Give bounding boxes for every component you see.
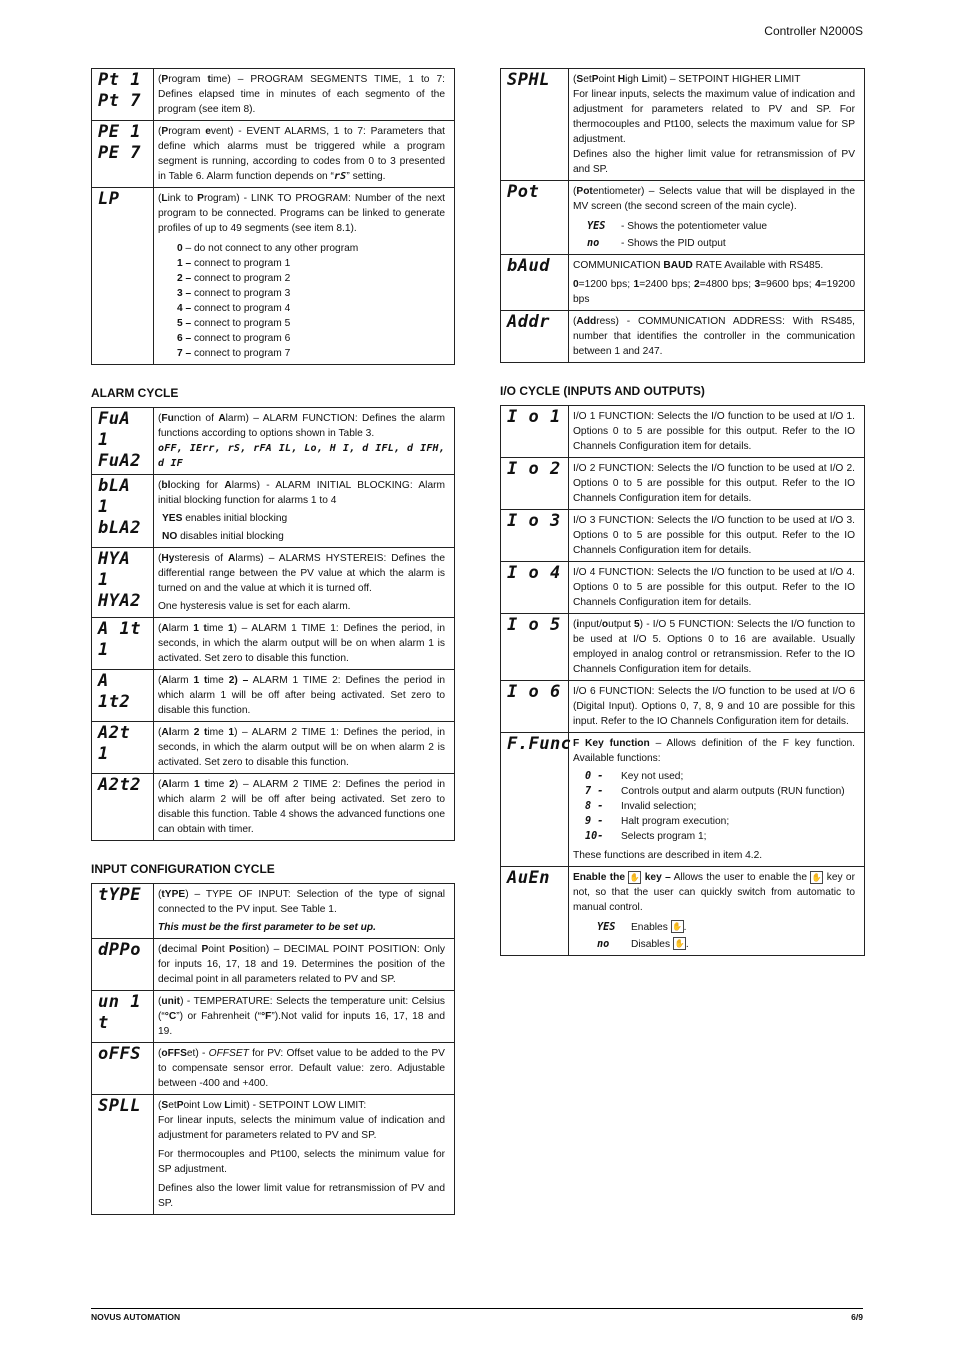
param-desc-pe: (Program event) - EVENT ALARMS, 1 to 7: Parameters that define which alarms must be triggered while a program segment is running, according to codes from 0 to 3 presented in Table 6. Alarm function depends on “rS” setting. xyxy=(154,121,455,188)
link-program-option: 7 – connect to program 7 xyxy=(177,348,291,359)
param-row-hya xyxy=(92,548,455,618)
io-parameters-table xyxy=(500,405,865,956)
f-key-function-options xyxy=(573,769,855,844)
f-key-option: 10- Selects program 1; xyxy=(585,831,707,842)
param-row-a1t1 xyxy=(92,618,455,670)
param-row-a2t1 xyxy=(92,722,455,774)
program-parameters-table xyxy=(91,68,455,365)
link-program-option: 2 – connect to program 2 xyxy=(177,273,291,284)
param-row-dppo xyxy=(92,939,455,991)
param-code-io3: I o 3 xyxy=(501,510,569,562)
section-title-alarm: ALARM CYCLE xyxy=(91,386,179,400)
link-program-option: 0 – do not connect to any other program xyxy=(177,243,359,254)
param-code-a2t1: A2t 1 xyxy=(92,722,154,774)
param-code-io1: I o 1 xyxy=(501,406,569,458)
param-row-spll xyxy=(92,1095,455,1215)
param-desc-addr: (Address) - COMMUNICATION ADDRESS: With RS485, number that identifies the controller in the communication between 1 and 247. xyxy=(569,311,865,363)
param-code-io6: I o 6 xyxy=(501,681,569,733)
baud-rate-option: 4=19200 bps xyxy=(573,279,856,305)
param-desc-unit: (unit) - TEMPERATURE: Selects the temperature unit: Celsius (“°C”) or Fahrenheit (“°F”).Not valid for inputs 16, 17, 18 and 19. xyxy=(154,991,455,1043)
param-code-dppo: dPPo xyxy=(92,939,154,991)
baud-rate-option: 0=1200 bps; xyxy=(573,279,634,290)
section-title-input: INPUT CONFIGURATION CYCLE xyxy=(91,862,275,876)
param-row-lp xyxy=(92,188,455,365)
param-code-type: tYPE xyxy=(92,884,154,939)
param-desc-ffunc: F Key function – Allows definition of the F key function. Available functions: 0 - Key not used; 7 - Controls output and alarm outputs (RUN function) 8 - Invalid selection; 9 - Halt program execution; 10- Selects program 1; These functions are described in item 4.2. xyxy=(569,733,865,867)
param-row-auen xyxy=(501,867,865,956)
alarm-parameters-table xyxy=(91,407,455,841)
document-header: Controller N2000S xyxy=(764,24,863,38)
param-row-a1t2 xyxy=(92,670,455,722)
footer-divider xyxy=(91,1308,863,1309)
f-key-option: 9 - Halt program execution; xyxy=(585,816,730,827)
f-key-option: 8 - Invalid selection; xyxy=(585,801,697,812)
param-code-pt: Pt 1 Pt 7 xyxy=(92,69,154,121)
param-row-io2 xyxy=(501,458,865,510)
link-program-option: 1 – connect to program 1 xyxy=(177,258,291,269)
param-row-unit xyxy=(92,991,455,1043)
right-column xyxy=(500,68,865,956)
footer-company: NOVUS AUTOMATION xyxy=(91,1312,181,1322)
param-desc-auen: Enable the ✋ key – Allows the user to enable the ✋ key or not, so that the user can quickly switch from automatic to manual control. YES Enables ✋ . no Disables ✋ . xyxy=(569,867,865,956)
param-code-spll: SPLL xyxy=(92,1095,154,1215)
param-row-a2t2 xyxy=(92,774,455,841)
param-desc-io4: I/O 4 FUNCTION: Selects the I/O function to be used at I/O 4. Options 0 to 5 are possible for this output. Refer to the IO Channels Configuration item for details. xyxy=(569,562,865,614)
param-desc-pt: (Program time) – PROGRAM SEGMENTS TIME, 1 to 7: Defines elapsed time in minutes of each segmento of the program (see item 8). xyxy=(154,69,455,121)
param-code-unit: un 1 t xyxy=(92,991,154,1043)
auto-manual-key-icon: ✋ xyxy=(674,939,685,948)
param-code-fua: FuA 1 FuA2 xyxy=(92,408,154,475)
param-desc-offs: (oFFSet) - OFFSET for PV: Offset value to be added to the PV to compensate sensor error. Default value: zero. Adjustable between -400 and +400. xyxy=(154,1043,455,1095)
param-row-type xyxy=(92,884,455,939)
f-key-option: 0 - Key not used; xyxy=(585,771,684,782)
baud-rate-option: 3=9600 bps; xyxy=(754,279,816,290)
param-desc-io6: I/O 6 FUNCTION: Selects the I/O function to be used at I/O 6 (Digital Input). Options 0, 7, 8, 9 and 10 are possible for this input. Refer to the IO Channels Configuration item for details. xyxy=(569,681,865,733)
param-code-a1t2: A 1t2 xyxy=(92,670,154,722)
param-code-io5: I o 5 xyxy=(501,614,569,681)
auto-manual-key-icon: ✋ xyxy=(629,872,640,882)
param-code-lp: LP xyxy=(92,188,154,365)
param-code-a1t1: A 1t 1 xyxy=(92,618,154,670)
param-row-bla xyxy=(92,475,455,548)
param-row-fua xyxy=(92,408,455,475)
param-desc-a1t1: (Alarm 1 time 1) – ALARM 1 TIME 1: Defines the period, in seconds, in which the alarm output will be on when alarm 1 is activated. Set zero to disable this function. xyxy=(154,618,455,670)
param-desc-pot: (Potentiometer) – Selects value that will be displayed in the MV screen (the second screen of the main cycle). YES - Shows the potentiometer value no - Shows the PID output xyxy=(569,181,865,255)
param-row-io6 xyxy=(501,681,865,733)
param-code-pot: Pot xyxy=(501,181,569,255)
param-row-pt xyxy=(92,69,455,121)
baud-rate-options xyxy=(573,277,855,307)
f-key-option: 7 - Controls output and alarm outputs (RUN function) xyxy=(585,786,845,797)
baud-rate-option: 2=4800 bps; xyxy=(694,279,755,290)
param-code-bla: bLA 1 bLA2 xyxy=(92,475,154,548)
param-row-sphl xyxy=(501,69,865,181)
baud-rate-option: 1=2400 bps; xyxy=(633,279,695,290)
link-program-option: 3 – connect to program 3 xyxy=(177,288,291,299)
auto-manual-key-icon: ✋ xyxy=(672,922,683,931)
param-desc-baud: COMMUNICATION BAUD RATE Available with RS485. 0=1200 bps; 1=2400 bps; 2=4800 bps; 3=9600 bps; 4=19200 bps xyxy=(569,255,865,311)
link-program-option: 4 – connect to program 4 xyxy=(177,303,291,314)
param-row-io4 xyxy=(501,562,865,614)
param-desc-io1: I/O 1 FUNCTION: Selects the I/O function to be used at I/O 1. Options 0 to 5 are possible for this output. Refer to the IO Channels Configuration item for details. xyxy=(569,406,865,458)
param-row-io1 xyxy=(501,406,865,458)
param-row-offs xyxy=(92,1043,455,1095)
param-desc-io3: I/O 3 FUNCTION: Selects the I/O function to be used at I/O 3. Options 0 to 5 are possible for this output. Refer to the IO Channels Configuration item for details. xyxy=(569,510,865,562)
param-row-pot xyxy=(501,181,865,255)
param-code-ffunc: F.Func xyxy=(501,733,569,867)
param-code-auen: AuEn xyxy=(501,867,569,956)
link-program-option: 6 – connect to program 6 xyxy=(177,333,291,344)
section-title-io: I/O CYCLE (INPUTS AND OUTPUTS) xyxy=(500,384,705,398)
param-row-baud xyxy=(501,255,865,311)
alarm-function-options: oFF, IErr, rS, rFA IL, Lo, H I, d IFL, d IFH, d IF xyxy=(158,443,445,469)
param-code-offs: oFFS xyxy=(92,1043,154,1095)
param-code-hya: HYA 1 HYA2 xyxy=(92,548,154,618)
param-row-ffunc xyxy=(501,733,865,867)
param-code-io4: I o 4 xyxy=(501,562,569,614)
link-program-option: 5 – connect to program 5 xyxy=(177,318,291,329)
param-code-a2t2: A2t2 xyxy=(92,774,154,841)
param-row-io5 xyxy=(501,614,865,681)
param-code-baud: bAud xyxy=(501,255,569,311)
limits-comm-table xyxy=(500,68,865,363)
param-desc-a1t2: (Alarm 1 time 2) – ALARM 1 TIME 2: Defines the period in which alarm 1 will be off after being activated. Set zero to disable this function. xyxy=(154,670,455,722)
param-desc-hya: (Hysteresis of Alarms) – ALARMS HYSTEREIS: Defines the differential range between the PV value at which the alarm is turned on and the value at which it is turned off. One hysteresis value is set for each alarm. xyxy=(154,548,455,618)
param-code-sphl: SPHL xyxy=(501,69,569,181)
link-program-options xyxy=(158,241,445,361)
param-desc-io2: I/O 2 FUNCTION: Selects the I/O function to be used at I/O 2. Options 0 to 5 are possible for this output. Refer to the IO Channels Configuration item for details. xyxy=(569,458,865,510)
param-row-addr xyxy=(501,311,865,363)
param-code-pe: PE 1 PE 7 xyxy=(92,121,154,188)
param-desc-io5: (input/output 5) - I/O 5 FUNCTION: Selects the I/O function to be used at I/O 5. Options 0 to 16 are available. Usually employed in analog control or retransmission. Refer to the IO Channels Configuration item for details. xyxy=(569,614,865,681)
param-row-pe xyxy=(92,121,455,188)
footer-page-number: 6/9 xyxy=(851,1312,863,1322)
param-desc-a2t1: (Alarm 2 time 1) – ALARM 2 TIME 1: Defines the period, in seconds, in which the alarm output will be on when alarm 2 is activated. Set zero to disable this function. xyxy=(154,722,455,774)
left-column xyxy=(91,68,455,1215)
param-code-addr: Addr xyxy=(501,311,569,363)
param-row-io3 xyxy=(501,510,865,562)
param-code-io2: I o 2 xyxy=(501,458,569,510)
param-desc-spll: (SetPoint Low Limit) - SETPOINT LOW LIMIT: For linear inputs, selects the minimum value of indication and adjustment for parameters related to PV and SP. For thermocouples and Pt100, selects the minimum value for SP adjustment. Defines also the lower limit value for retransmission of PV and SP. xyxy=(154,1095,455,1215)
param-desc-bla: (blocking for Alarms) - ALARM INITIAL BLOCKING: Alarm initial blocking function for alarms 1 to 4 YES enables initial blocking NO disables initial blocking xyxy=(154,475,455,548)
param-desc-sphl: (SetPoint High Limit) – SETPOINT HIGHER LIMIT For linear inputs, selects the maximum value of indication and adjustment for parameters related to PV and SP. For thermocouples and Pt100, selects the maximum value for SP adjustment. Defines also the higher limit value for retransmission of PV and SP. xyxy=(569,69,865,181)
param-desc-lp: (Link to Program) - LINK TO PROGRAM: Number of the next program to be connected. Programs can be linked to generate profiles of up to 49 segments (see item 8.1). 0 – do not connect to any other program 1 – connect to program 1 2 – connect to program 2 3 – connect to program 3 4 – connect to program 4 5 – connect to program 5 6 – connect to program 6 7 – connect to program 7 xyxy=(154,188,455,365)
auto-manual-key-icon: ✋ xyxy=(811,872,822,882)
input-parameters-table xyxy=(91,883,455,1215)
param-desc-fua: (Function of Alarm) – ALARM FUNCTION: Defines the alarm functions according to options shown in Table 3. oFF, IErr, rS, rFA IL, Lo, H I, d IFL, d IFH, d IF xyxy=(154,408,455,475)
param-desc-dppo: (decimal Point Position) – DECIMAL POINT POSITION: Only for inputs 16, 17, 18 and 19. Determines the position of the decimal point in all parameters related to PV and SP. xyxy=(154,939,455,991)
param-desc-a2t2: (Alarm 1 time 2) – ALARM 2 TIME 2: Defines the period in which alarm 2 will be off after being activated. Set zero to disable this function. Table 4 shows the advanced functions one can obtain with timer. xyxy=(154,774,455,841)
param-desc-type: (tYPE) – TYPE OF INPUT: Selection of the type of signal connected to the PV input. See Table 1. This must be the first parameter to be set up. xyxy=(154,884,455,939)
